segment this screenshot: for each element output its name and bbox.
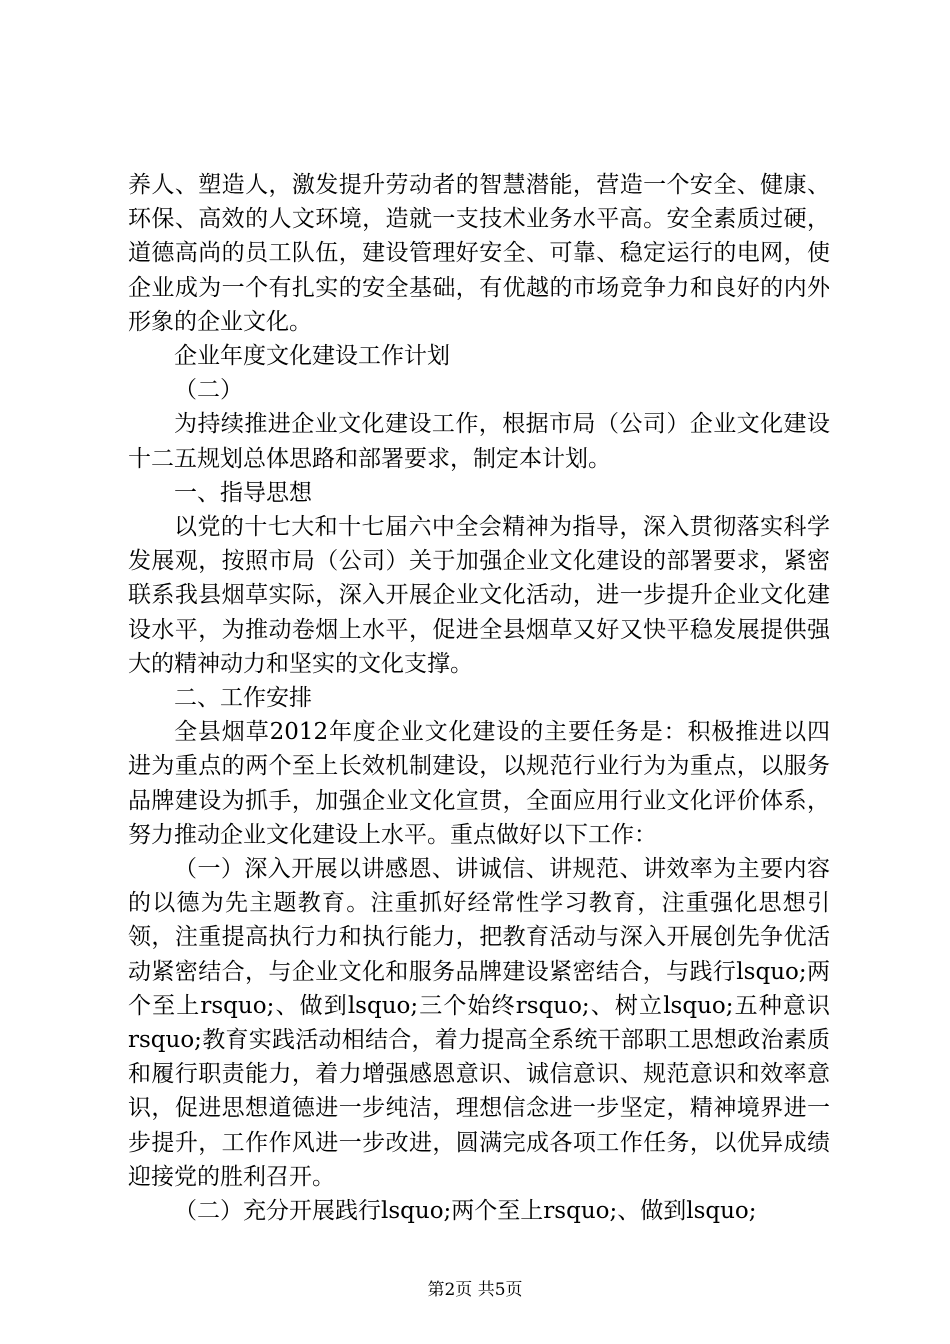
paragraph-main-tasks: 全县烟草2012年度企业文化建设的主要任务是：积极推进以四进为重点的两个至上长效机制建设，以规范行业行为为重点，以服务品牌建设为抓手，加强企业文化宣贯，全面应用行业文化评价体系，努力推动企业文化建设上水平。重点做好以下工作：: [128, 719, 830, 848]
section-heading-work-arrangement: 二、工作安排: [174, 685, 312, 712]
paragraph-guiding-ideology: 以党的十七大和十七届六中全会精神为指导，深入贯彻落实科学发展观，按照市局（公司）关于加强企业文化建设的部署要求，紧密联系我县烟草实际，深入开展企业文化活动，进一步提升企业文化建设水平，为推动卷烟上水平，促进全县烟草又好又快平稳发展提供强大的精神动力和坚实的文化支撑。: [128, 514, 830, 677]
plan-title: 企业年度文化建设工作计划: [174, 343, 450, 370]
paragraph-continuation: 养人、塑造人，激发提升劳动者的智慧潜能，营造一个安全、健康、环保、高效的人文环境，造就一支技术业务水平高。安全素质过硬，道德高尚的员工队伍，建设管理好安全、可靠、稳定运行的电网，使企业成为一个有扎实的安全基础，有优越的市场竞争力和良好的内外形象的企业文化。: [128, 172, 830, 335]
plan-subtitle: （二）: [174, 377, 243, 404]
paragraph-item-two: （二）充分开展践行lsquo;两个至上rsquo;、做到lsquo;: [174, 1198, 757, 1225]
document-body: [128, 168, 830, 1228]
page-number: 第2页 共5页: [427, 1280, 523, 1300]
paragraph-intro: 为持续推进企业文化建设工作，根据市局（公司）企业文化建设十二五规划总体思路和部署要求，制定本计划。: [128, 411, 830, 472]
paragraph-item-one: （一）深入开展以讲感恩、讲诚信、讲规范、讲效率为主要内容的以德为先主题教育。注重抓好经常性学习教育，注重强化思想引领，注重提高执行力和执行能力，把教育活动与深入开展创先争优活动紧密结合，与企业文化和服务品牌建设紧密结合，与践行lsquo;两个至上rsquo;、做到lsquo;三个始终rsquo;、树立lsquo;五种意识rsquo;教育实践活动相结合，着力提高全系统干部职工思想政治素质和履行职责能力，着力增强感恩意识、诚信意识、规范意识和效率意识，促进思想道德进一步纯洁，理想信念进一步坚定，精神境界进一步提升，工作作风进一步改进，圆满完成各项工作任务，以优异成绩迎接党的胜利召开。: [128, 856, 830, 1190]
section-heading-guiding-ideology: 一、指导思想: [174, 479, 312, 506]
